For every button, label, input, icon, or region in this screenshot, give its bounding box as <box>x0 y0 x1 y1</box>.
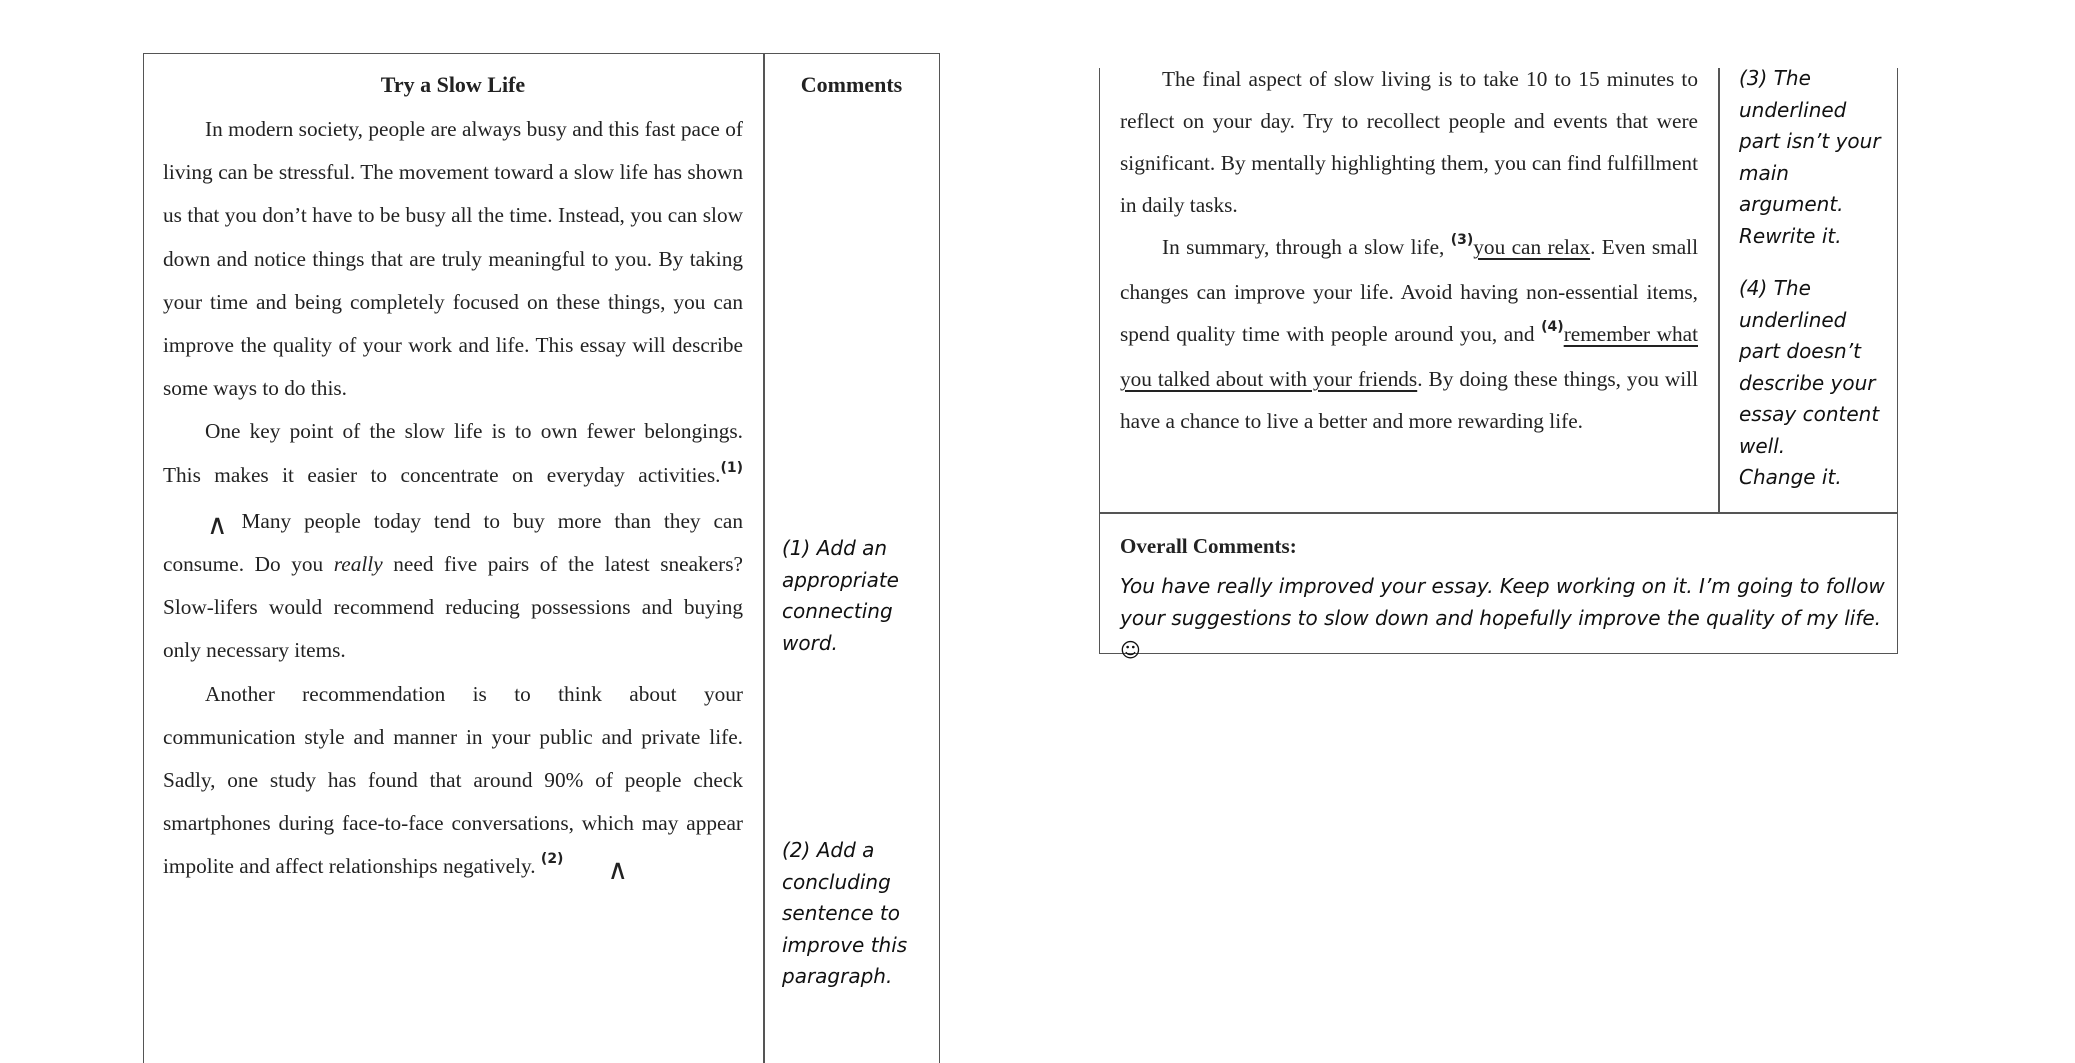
overall-divider <box>1099 512 1898 514</box>
overall-comments-text <box>1120 570 1885 666</box>
underline-relax: you can relax <box>1473 235 1591 259</box>
overall-comments-body: You have really improved your essay. Keep working on it. I’m going to follow your suggestions to slow down and hopefully improve the quality of my life. <box>1120 574 1885 630</box>
insertion-caret-icon: ∧ <box>207 507 228 541</box>
paragraph-reflect: The final aspect of slow living is to take 10 to 15 minutes to reflect on your day. Try to recollect people and events that were significant. By mentally highlighting them, you can find fulfillment in daily tasks. <box>1120 67 1698 217</box>
overall-comments-title: Overall Comments: <box>1120 534 1297 558</box>
emphasis-really: really <box>333 552 383 577</box>
essay-title: Try a Slow Life <box>380 72 526 97</box>
paragraph-belongings-b: Many people today tend to buy more than they can consume. Do you <box>163 508 743 577</box>
essay-body-left <box>163 108 743 892</box>
mark-1: (1) <box>720 459 743 476</box>
paragraph-belongings-c: need five pairs of the latest sneakers? Slow-lifers would recommend reducing possessions and buying only necessary items. <box>163 552 743 663</box>
comment-1: (1) Add an appropriate connecting word. <box>782 536 899 655</box>
essay-body-right <box>1120 58 1698 442</box>
paragraph-belongings <box>163 410 743 672</box>
mark-4: (4) <box>1541 319 1564 335</box>
paragraph-summary-c: . By doing these things, you will have a chance to live a better and more rewarding life. <box>1120 367 1698 433</box>
comment-3: (3) The underlined part isn’t your main argument. Rewrite it. <box>1739 66 1881 248</box>
paragraph-summary-a: In summary, through a slow life, <box>1162 235 1451 259</box>
paragraph-summary-b: . Even small changes can improve your life. Avoid having non-essential items, spend quality time with people around you, and <box>1120 235 1698 346</box>
underline-friends: remember what you talked about with your friends <box>1120 322 1698 391</box>
mark-2: (2) <box>540 851 564 868</box>
smiley-icon: ☺ <box>1120 638 1141 662</box>
column-divider-right <box>1718 68 1720 513</box>
paragraph-summary <box>1120 226 1698 442</box>
comment-4-action: Change it. <box>1739 465 1842 489</box>
paragraph-belongings-a: One key point of the slow life is to own fewer belongings. This makes it easier to concentrate on everyday activities. <box>163 419 743 487</box>
insertion-caret-icon: ∧ <box>607 853 628 887</box>
comment-2: (2) Add a concluding sentence to improve this paragraph. <box>782 838 908 988</box>
paragraph-communication-text: Another recommendation is to think about your communication style and manner in your public and private life. Sadly, one study has found that around 90% of people check smartphones during face-to-face conversations, which may appear impolite and affect relationships negatively. <box>163 681 743 879</box>
comments-header: Comments <box>800 72 903 97</box>
paragraph-communication <box>163 673 743 892</box>
comment-4-text: (4) The underlined part doesn’t describe your essay content well. <box>1739 276 1880 458</box>
column-divider-left <box>763 53 765 1063</box>
mark-3: (3) <box>1450 232 1474 248</box>
comment-4 <box>1739 273 1889 494</box>
paragraph-intro: In modern society, people are always busy and this fast pace of living can be stressful. The movement toward a slow life has shown us that you don’t have to be busy all the time. Instead, you can slow down and notice things that are truly meaningful to you. By taking your time and being completely focused on these things, you can improve the quality of your work and life. This essay will describe some ways to do this. <box>163 117 743 401</box>
